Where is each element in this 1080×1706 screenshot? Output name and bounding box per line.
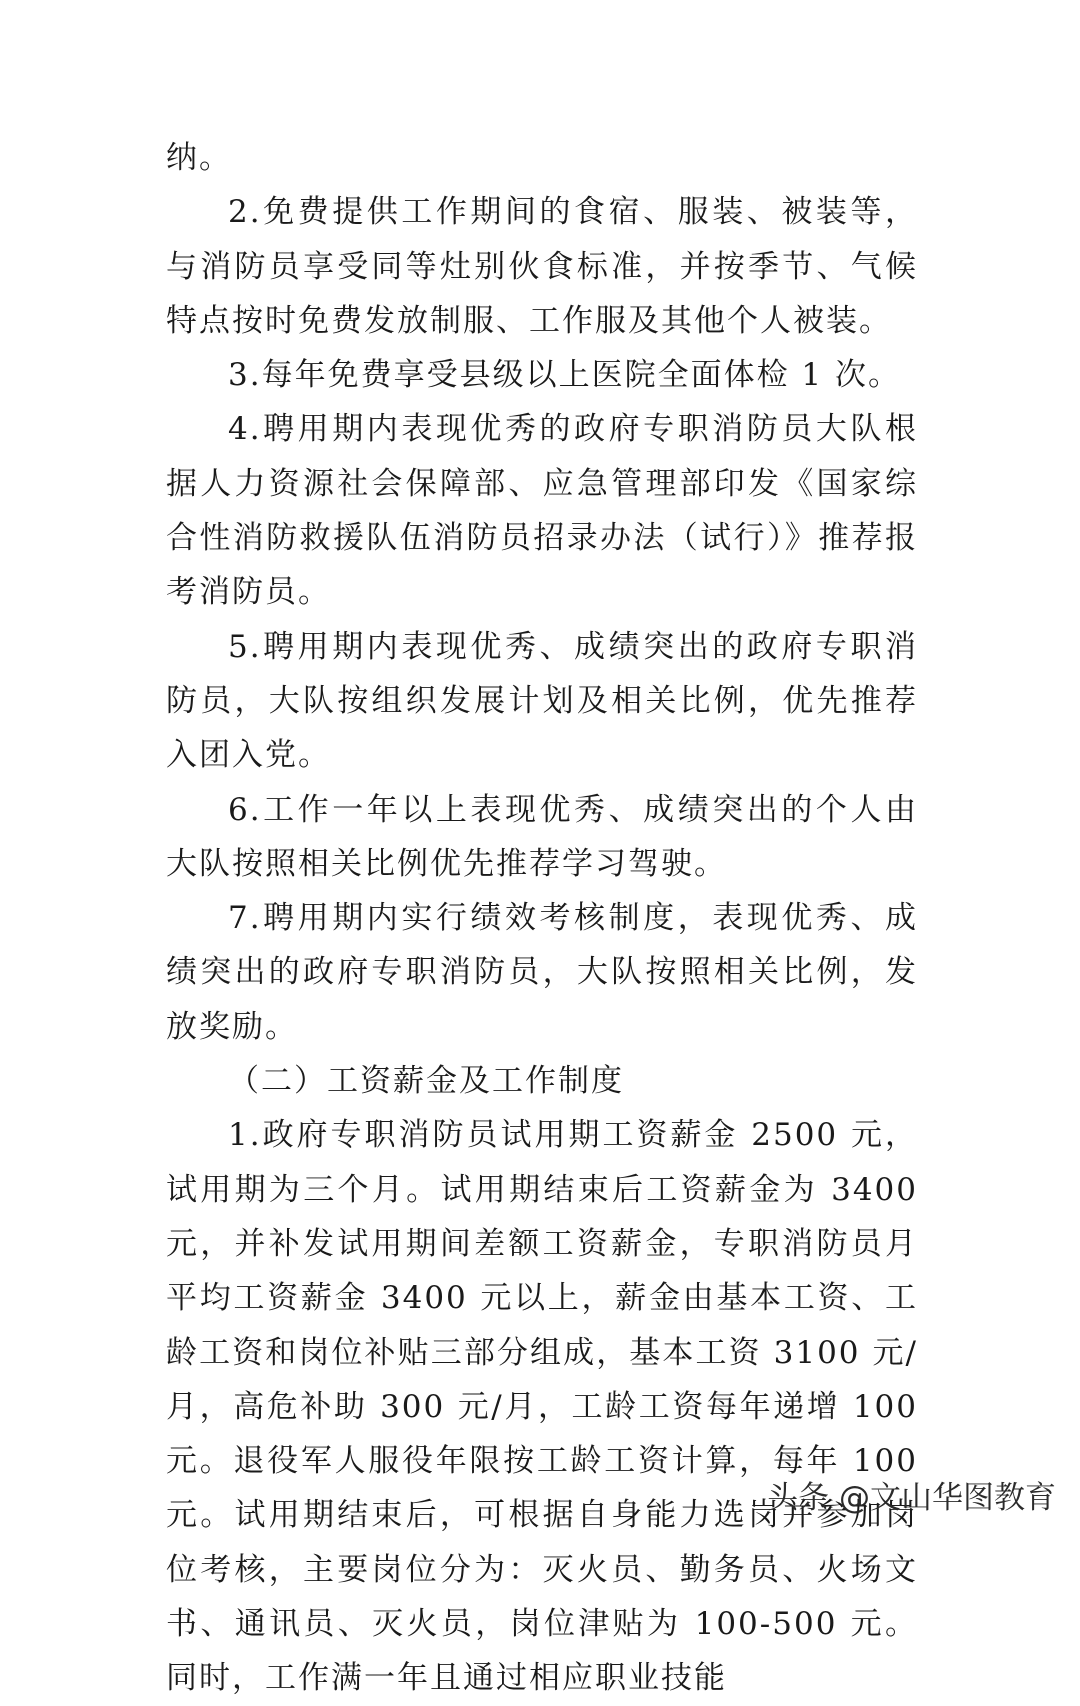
paragraph-item-3: 3.每年免费享受县级以上医院全面体检 1 次。 xyxy=(228,357,902,394)
paragraph-item-4: 4.聘用期内表现优秀的政府专职消防员大队根据人力资源社会保障部、应急管理部印发《国家综合性消防救援队伍消防员招录办法（试行）》推荐报考消防员。 xyxy=(166,411,918,611)
document-body xyxy=(166,131,918,1706)
paragraph-item-2: 2.免费提供工作期间的食宿、服装、被装等，与消防员享受同等灶别伙食标准，并按季节、气候特点按时免费发放制服、工作服及其他个人被装。 xyxy=(166,194,918,339)
watermark: 头条 @文山华图教育 xyxy=(767,1480,1056,1516)
paragraph-item-5: 5.聘用期内表现优秀、成绩突出的政府专职消防员，大队按组织发展计划及相关比例，优先推荐入团入党。 xyxy=(166,628,918,774)
section-heading: （二）工资薪金及工作制度 xyxy=(228,1063,624,1100)
paragraph-item-6: 6.工作一年以上表现优秀、成绩突出的个人由大队按照相关比例优先推荐学习驾驶。 xyxy=(166,791,918,882)
paragraph-salary: 1.政府专职消防员试用期工资薪金 2500 元，试用期为三个月。试用期结束后工资薪金为 3400 元，并补发试用期间差额工资薪金，专职消防员月平均工资薪金 3400 元以上，薪金由基本工资、工龄工资和岗位补贴三部分组成，基本工资 3100 元/月，高危补助 300 元/月，工龄工资每年递增 100 元。退役军人服役年限按工龄工资计算，每年 100 元。试用期结束后，可根据自身能力选岗并参加岗位考核，主要岗位分为：灭火员、勤务员、火场文书、通讯员、灭火员，岗位津贴为 100-500 元。同时，工作满一年且通过相应职业技能 xyxy=(166,1117,918,1697)
paragraph-continuation: 纳。 xyxy=(166,140,232,176)
paragraph-item-7: 7.聘用期内实行绩效考核制度，表现优秀、成绩突出的政府专职消防员，大队按照相关比例，发放奖励。 xyxy=(166,900,918,1045)
